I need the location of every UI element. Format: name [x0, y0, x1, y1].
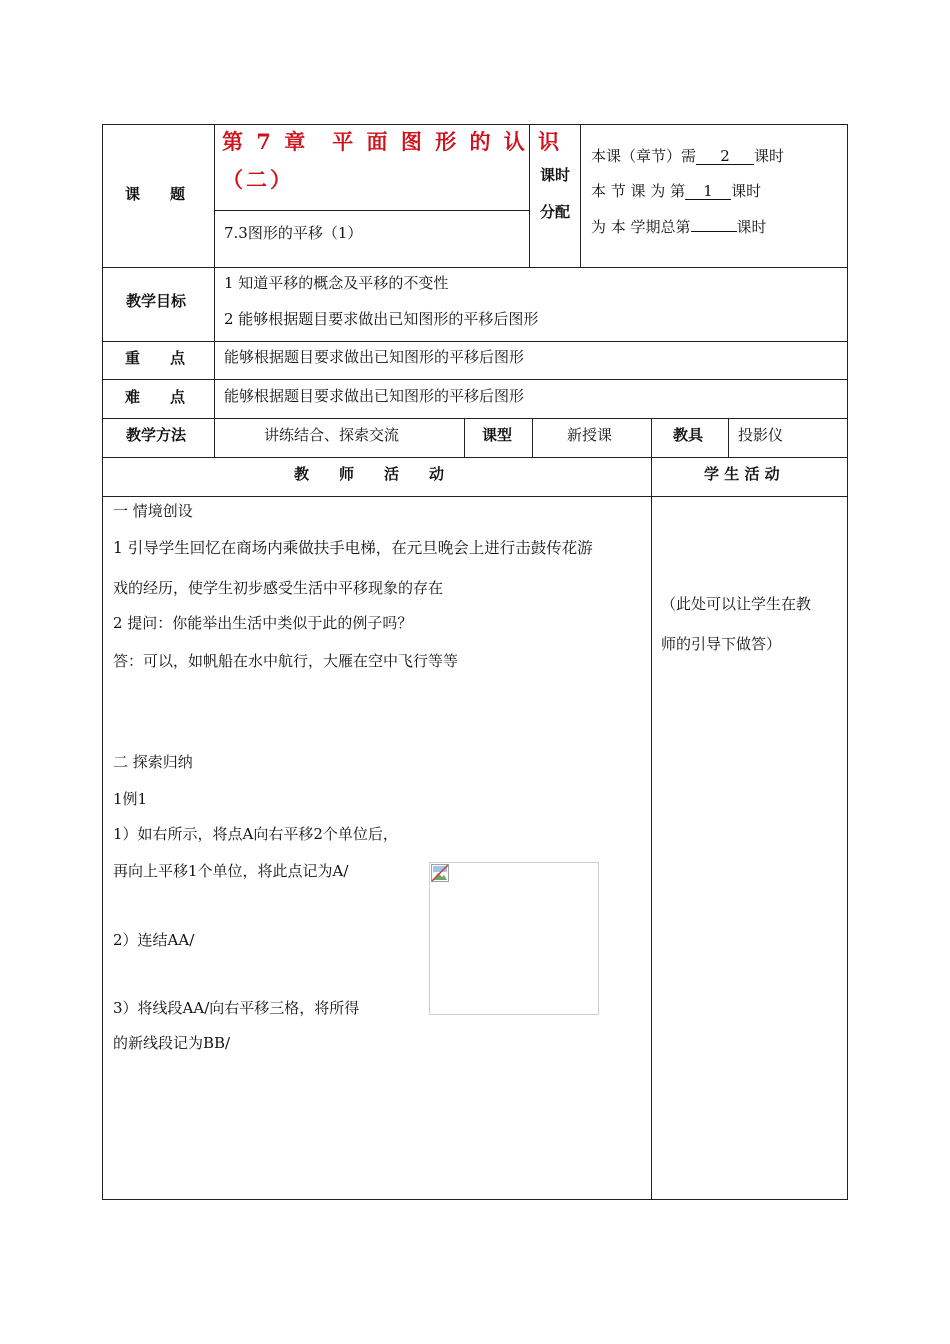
col-line: [728, 418, 729, 458]
hours-line-1-post: 课时: [754, 147, 785, 165]
step-1: 1）如右所示，将点A向右平移2个单位后，: [113, 825, 398, 843]
student-activity-line-2: 师的引导下做答）: [661, 635, 782, 653]
col-line: [464, 418, 465, 458]
step-3-cont: 的新线段记为BB/: [113, 1034, 231, 1052]
difficulty-label: 难 点: [125, 388, 186, 406]
method-value: 讲练结合、探索交流: [264, 426, 400, 444]
table-border-bottom: [102, 1199, 848, 1200]
lesson-type-value: 新授课: [567, 426, 613, 444]
table-border-right: [847, 124, 848, 1200]
hours-line-2-pre: 本 节 课 为 第: [591, 182, 686, 200]
tools-label: 教具: [673, 426, 704, 444]
step-2: 2）连结AA/: [113, 931, 195, 949]
hours-line-1: [591, 145, 784, 166]
section-title: 7.3图形的平移（1）: [224, 224, 363, 242]
chapter-title-part2: （二）: [222, 167, 294, 192]
objective-item-2: 2 能够根据题目要求做出已知图形的平移后图形: [224, 310, 539, 328]
student-activity-line-1: （此处可以让学生在教: [661, 595, 812, 613]
objectives-label: 教学目标: [126, 292, 187, 310]
example-label: 1例1: [113, 790, 148, 808]
step-1-cont: 再向上平移1个单位，将此点记为A/: [113, 862, 349, 880]
student-activity-header: 学 生 活 动: [704, 465, 780, 483]
lesson-type-label: 课型: [482, 426, 513, 444]
col-line: [532, 418, 533, 458]
hours-line-1-pre: 本课（章节）需: [591, 147, 697, 165]
hours-line-3-post: 课时: [736, 218, 767, 236]
section-1-paragraph-1: 1 引导学生回忆在商场内乘做扶手电梯，在元旦晚会上进行击鼓传花游: [113, 539, 593, 557]
section-1-question: 2 提问：你能举出生活中类似于此的例子吗？: [113, 614, 413, 632]
broken-image-icon: [431, 864, 449, 882]
hours-line-2: [591, 180, 761, 201]
step-3: 3）将线段AA/向右平移三格，将所得: [113, 999, 360, 1017]
table-border-left: [102, 124, 103, 1200]
section-2-title: 二 探索归纳: [113, 753, 193, 771]
hours-line-2-post: 课时: [731, 182, 762, 200]
subject-label: 课 题: [125, 185, 186, 203]
row-line: [102, 496, 848, 497]
hours-label-2: 分配: [540, 203, 571, 221]
key-point-label: 重 点: [125, 349, 186, 367]
hours-term: [691, 231, 737, 232]
hours-label: 课时: [540, 166, 571, 184]
objective-item-1: 1 知道平移的概念及平移的不变性: [224, 274, 449, 292]
grid-figure-image: [429, 862, 599, 1015]
title-divider: [214, 210, 529, 211]
section-1-answer: 答：可以，如帆船在水中航行，大雁在空中飞行等等: [113, 652, 459, 670]
section-1-paragraph-1-cont: 戏的经历，使学生初步感受生活中平移现象的存在: [113, 579, 444, 597]
difficulty-text: 能够根据题目要求做出已知图形的平移后图形: [224, 387, 525, 405]
chapter-title: 第 7 章 平 面 图 形 的 认 识: [222, 129, 563, 154]
hours-total: 2: [696, 148, 754, 165]
method-label: 教学方法: [126, 426, 187, 444]
teacher-activity-header: 教 师 活 动: [294, 465, 445, 483]
col-line: [580, 124, 581, 268]
hours-line-3-pre: 为 本 学期总第: [591, 218, 691, 236]
section-1-title: 一 情境创设: [113, 502, 193, 520]
hours-line-3: [591, 216, 767, 237]
key-point-text: 能够根据题目要求做出已知图形的平移后图形: [224, 348, 525, 366]
col-line: [651, 418, 652, 1200]
tools-value: 投影仪: [738, 426, 784, 444]
col-line: [214, 124, 215, 458]
hours-current: 1: [685, 183, 731, 200]
